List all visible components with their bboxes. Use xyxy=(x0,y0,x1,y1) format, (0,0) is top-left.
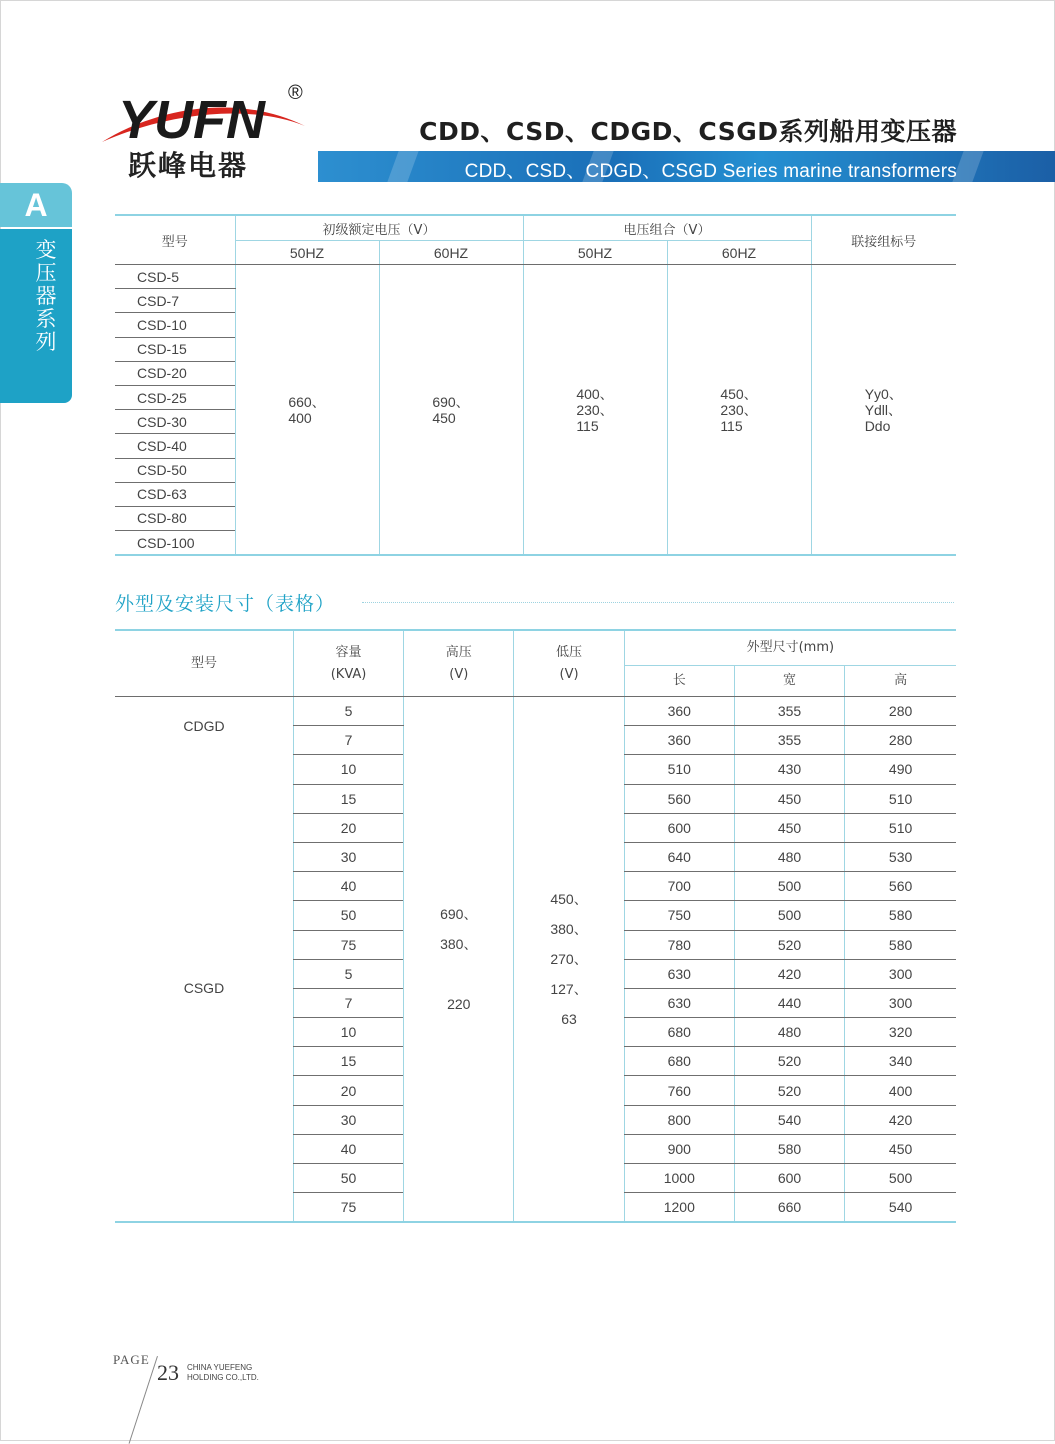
section-title: 外型及安装尺寸（表格） xyxy=(115,593,336,615)
capacity-cell: 50 xyxy=(293,901,403,930)
page-subtitle: CDD、CSD、CDGD、CSGD Series marine transformers xyxy=(464,161,957,182)
length-cell: 560 xyxy=(624,784,734,813)
header-length: 长 xyxy=(624,666,734,697)
combo-60hz-values: 450、 230、 115 xyxy=(667,265,811,556)
section-side-tab xyxy=(0,183,72,403)
capacity-cell: 5 xyxy=(293,959,403,988)
header-width: 宽 xyxy=(734,666,844,697)
length-cell: 360 xyxy=(624,697,734,726)
capacity-cell: 40 xyxy=(293,872,403,901)
model-cell: CSD-40 xyxy=(115,434,235,458)
height-cell: 580 xyxy=(845,930,956,959)
capacity-cell: 10 xyxy=(293,1018,403,1047)
capacity-cell: 7 xyxy=(293,726,403,755)
header-50hz: 50HZ xyxy=(523,241,667,265)
side-tab-body xyxy=(0,229,72,403)
width-cell: 520 xyxy=(734,1076,844,1105)
length-cell: 630 xyxy=(624,988,734,1017)
width-cell: 500 xyxy=(734,872,844,901)
width-cell: 520 xyxy=(734,1047,844,1076)
header-capacity: 容量 (KVA) xyxy=(293,630,403,697)
capacity-cell: 40 xyxy=(293,1134,403,1163)
low-voltage-values: 450、 380、 270、 127、 63 xyxy=(514,697,624,1223)
header-60hz: 60HZ xyxy=(667,241,811,265)
logo-mark xyxy=(100,86,310,148)
length-cell: 800 xyxy=(624,1105,734,1134)
page-footer xyxy=(113,1352,313,1442)
dimension-table xyxy=(115,629,956,1223)
width-cell: 600 xyxy=(734,1164,844,1193)
width-cell: 355 xyxy=(734,697,844,726)
height-cell: 300 xyxy=(845,959,956,988)
length-cell: 900 xyxy=(624,1134,734,1163)
high-voltage-values: 690、 380、 220 xyxy=(404,697,514,1223)
length-cell: 1200 xyxy=(624,1193,734,1223)
length-cell: 640 xyxy=(624,842,734,871)
group-label-cdgd: CDGD xyxy=(183,717,225,734)
capacity-cell: 7 xyxy=(293,988,403,1017)
width-cell: 355 xyxy=(734,726,844,755)
length-cell: 680 xyxy=(624,1047,734,1076)
combo-50hz-values: 400、 230、 115 xyxy=(523,265,667,556)
width-cell: 450 xyxy=(734,784,844,813)
height-cell: 400 xyxy=(845,1076,956,1105)
capacity-cell: 20 xyxy=(293,1076,403,1105)
model-cell: CSD-25 xyxy=(115,385,235,409)
header-connection-group: 联接组标号 xyxy=(811,215,956,265)
logo-chinese-name: 跃峰电器 xyxy=(128,149,249,182)
side-tab-label: 变压器系列 xyxy=(35,238,57,354)
width-cell: 520 xyxy=(734,930,844,959)
width-cell: 660 xyxy=(734,1193,844,1223)
model-cell: CSD-100 xyxy=(137,534,195,551)
height-cell: 450 xyxy=(845,1134,956,1163)
logo-text: YUFN xyxy=(118,90,265,148)
model-cell: CSD-10 xyxy=(115,313,235,337)
height-cell: 340 xyxy=(845,1047,956,1076)
group-label-csgd: CSGD xyxy=(183,980,225,997)
connection-group-values: Yy0、 Ydll、 Ddo xyxy=(811,265,956,556)
height-cell: 280 xyxy=(845,726,956,755)
csd-voltage-table xyxy=(115,214,956,556)
width-cell: 500 xyxy=(734,901,844,930)
header-primary-voltage: 初级额定电压（V） xyxy=(235,215,523,241)
model-cell: CSD-30 xyxy=(115,410,235,434)
length-cell: 760 xyxy=(624,1076,734,1105)
width-cell: 580 xyxy=(734,1134,844,1163)
capacity-cell: 30 xyxy=(293,842,403,871)
height-cell: 510 xyxy=(845,813,956,842)
capacity-cell: 10 xyxy=(293,755,403,784)
height-cell: 500 xyxy=(845,1164,956,1193)
width-cell: 480 xyxy=(734,842,844,871)
header-low-voltage: 低压 (V) xyxy=(514,630,624,697)
capacity-cell: 30 xyxy=(293,1105,403,1134)
length-cell: 360 xyxy=(624,726,734,755)
height-cell: 420 xyxy=(845,1105,956,1134)
length-cell: 510 xyxy=(624,755,734,784)
width-cell: 540 xyxy=(734,1105,844,1134)
height-cell: 540 xyxy=(845,1193,956,1223)
capacity-cell: 75 xyxy=(293,930,403,959)
section-divider xyxy=(362,602,954,603)
header-model: 型号 xyxy=(115,630,293,697)
header-dimensions: 外型尺寸(mm) xyxy=(624,630,956,666)
width-cell: 480 xyxy=(734,1018,844,1047)
table-row xyxy=(115,697,956,726)
company-name: CHINA YUEFENG HOLDING CO.,LTD. xyxy=(187,1363,259,1382)
length-cell: 780 xyxy=(624,930,734,959)
brand-logo xyxy=(100,82,320,186)
length-cell: 750 xyxy=(624,901,734,930)
primary-50hz-values: 660、 400 xyxy=(235,265,379,556)
page-label: PAGE xyxy=(113,1352,150,1367)
header-high-voltage: 高压 (V) xyxy=(404,630,514,697)
footer-divider xyxy=(129,1356,158,1444)
height-cell: 510 xyxy=(845,784,956,813)
length-cell: 600 xyxy=(624,813,734,842)
header-60hz: 60HZ xyxy=(379,241,523,265)
height-cell: 530 xyxy=(845,842,956,871)
capacity-cell: 75 xyxy=(293,1193,403,1223)
model-cell: CSD-7 xyxy=(115,289,235,313)
side-tab-letter: A xyxy=(0,183,72,227)
capacity-cell: 15 xyxy=(293,1047,403,1076)
header-50hz: 50HZ xyxy=(235,241,379,265)
capacity-cell: 50 xyxy=(293,1164,403,1193)
registered-mark: ® xyxy=(288,82,303,104)
title-banner xyxy=(318,151,1055,182)
model-cell: CSD-80 xyxy=(115,506,235,530)
height-cell: 580 xyxy=(845,901,956,930)
primary-60hz-values: 690、 450 xyxy=(379,265,523,556)
height-cell: 490 xyxy=(845,755,956,784)
capacity-cell: 5 xyxy=(293,697,403,726)
page-title: CDD、CSD、CDGD、CSGD系列船用变压器 xyxy=(419,117,957,146)
length-cell: 1000 xyxy=(624,1164,734,1193)
model-cell: CSD-63 xyxy=(115,482,235,506)
length-cell: 700 xyxy=(624,872,734,901)
model-cell: CSD-50 xyxy=(115,458,235,482)
capacity-cell: 20 xyxy=(293,813,403,842)
model-cell: CSD-20 xyxy=(115,361,235,385)
height-cell: 560 xyxy=(845,872,956,901)
height-cell: 320 xyxy=(845,1018,956,1047)
model-cell: CSD-15 xyxy=(115,337,235,361)
header-height: 高 xyxy=(845,666,956,697)
height-cell: 300 xyxy=(845,988,956,1017)
width-cell: 450 xyxy=(734,813,844,842)
length-cell: 630 xyxy=(624,959,734,988)
header-voltage-combination: 电压组合（V） xyxy=(523,215,811,241)
length-cell: 680 xyxy=(624,1018,734,1047)
model-cell: CSD-5 xyxy=(115,265,235,289)
capacity-cell: 15 xyxy=(293,784,403,813)
page-number: 23 xyxy=(157,1360,179,1385)
width-cell: 430 xyxy=(734,755,844,784)
height-cell: 280 xyxy=(845,697,956,726)
width-cell: 420 xyxy=(734,959,844,988)
header-model: 型号 xyxy=(115,215,235,265)
width-cell: 440 xyxy=(734,988,844,1017)
